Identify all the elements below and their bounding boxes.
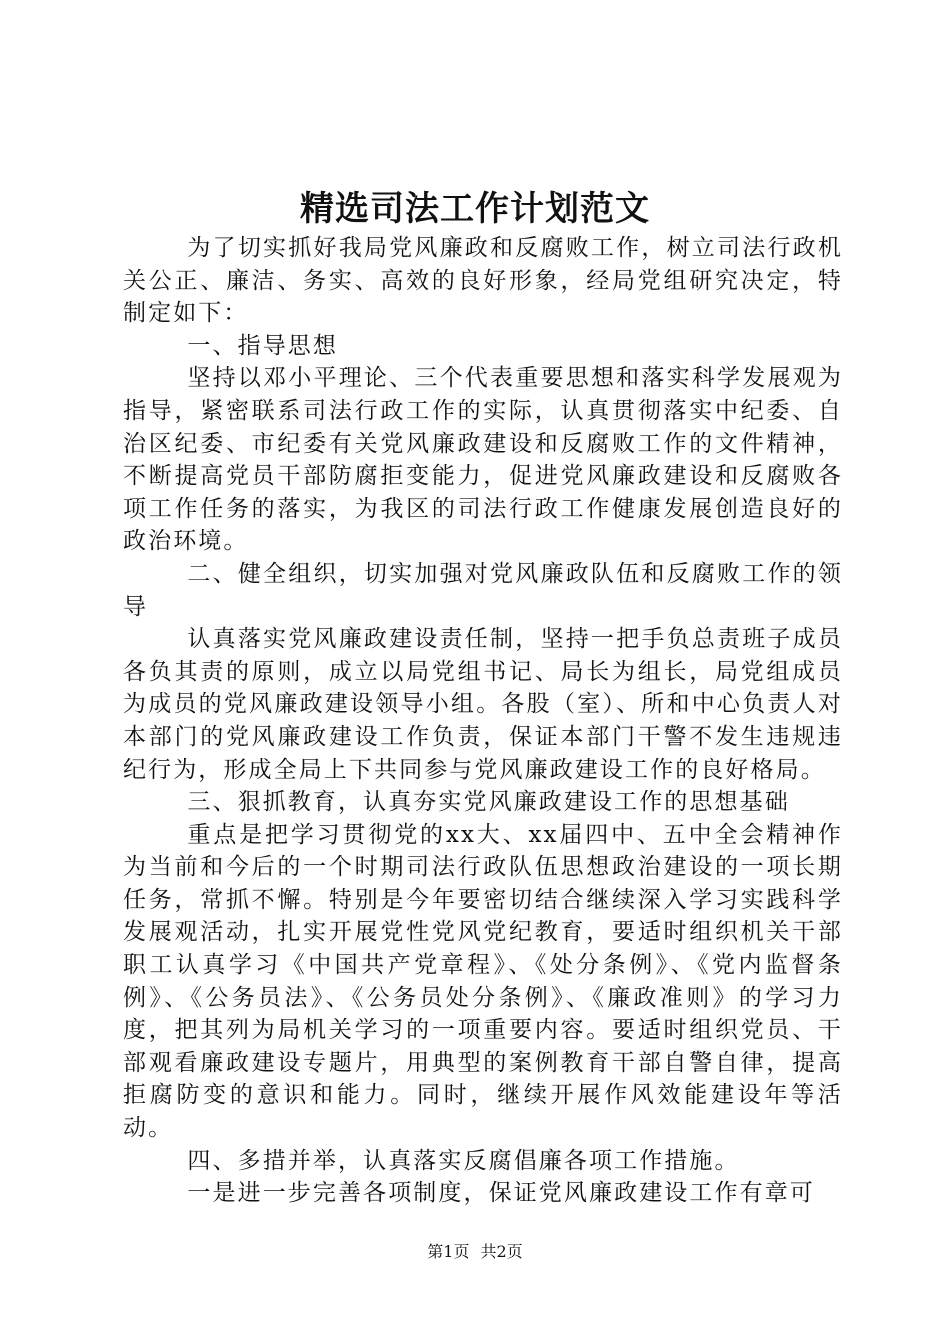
document-title: 精选司法工作计划范文 [300,189,650,229]
page-number: 第1页 [427,1242,470,1261]
paragraph-guiding-thought: 坚持以邓小平理论、三个代表重要思想和落实科学发展观为指导，紧密联系司法行政工作的实际，认真贯彻落实中纪委、自治区纪委、市纪委有关党风廉政建设和反腐败工作的文件精神，不断提高党员干部防腐拒变能力，促进党风廉政建设和反腐败各项工作任务的落实，为我区的司法行政工作健康发展创造良好的政治环境。 [123,365,843,555]
section-heading-2: 二、健全组织，切实加强对党风廉政队伍和反腐败工作的领导 [123,560,843,620]
document-body [123,232,843,1210]
section-heading-1: 一、指导思想 [187,332,338,359]
paragraph-education: 重点是把学习贯彻党的xx大、xx届四中、五中全会精神作为当前和今后的一个时期司法行政队伍思想政治建设的一项长期任务，常抓不懈。特别是今年要密切结合继续深入学习实践科学发展观活动，扎实开展党性党风党纪教育，要适时组织机关干部职工认真学习《中国共产党章程》、《处分条例》、《党内监督条例》、《公务员法》、《公务员处分条例》、《廉政准则》的学习力度，把其列为局机关学习的一项重要内容。要适时组织党员、干部观看廉政建设专题片，用典型的案例教育干部自警自律，提高拒腐防变的意识和能力。同时，继续开展作风效能建设年等活动。 [123,821,843,1142]
paragraph-organization: 认真落实党风廉政建设责任制，坚持一把手负总责班子成员各负其责的原则，成立以局党组书记、局长为组长，局党组成员为成员的党风廉政建设领导小组。各股（室）、所和中心负责人对本部门的党风廉政建设工作负责，保证本部门干警不发生违规违纪行为，形成全局上下共同参与党风廉政建设工作的良好格局。 [123,626,843,783]
paragraph-intro: 为了切实抓好我局党风廉政和反腐败工作，树立司法行政机关公正、廉洁、务实、高效的良好形象，经局党组研究决定，特制定如下： [123,235,843,327]
page-total: 共2页 [480,1242,523,1261]
paragraph-measures: 一是进一步完善各项制度，保证党风廉政建设工作有章可 [187,1180,815,1207]
section-heading-3: 三、狠抓教育，认真夯实党风廉政建设工作的思想基础 [187,789,790,816]
section-heading-4: 四、多措并举，认真落实反腐倡廉各项工作措施。 [187,1147,740,1174]
page-footer [0,1242,950,1262]
